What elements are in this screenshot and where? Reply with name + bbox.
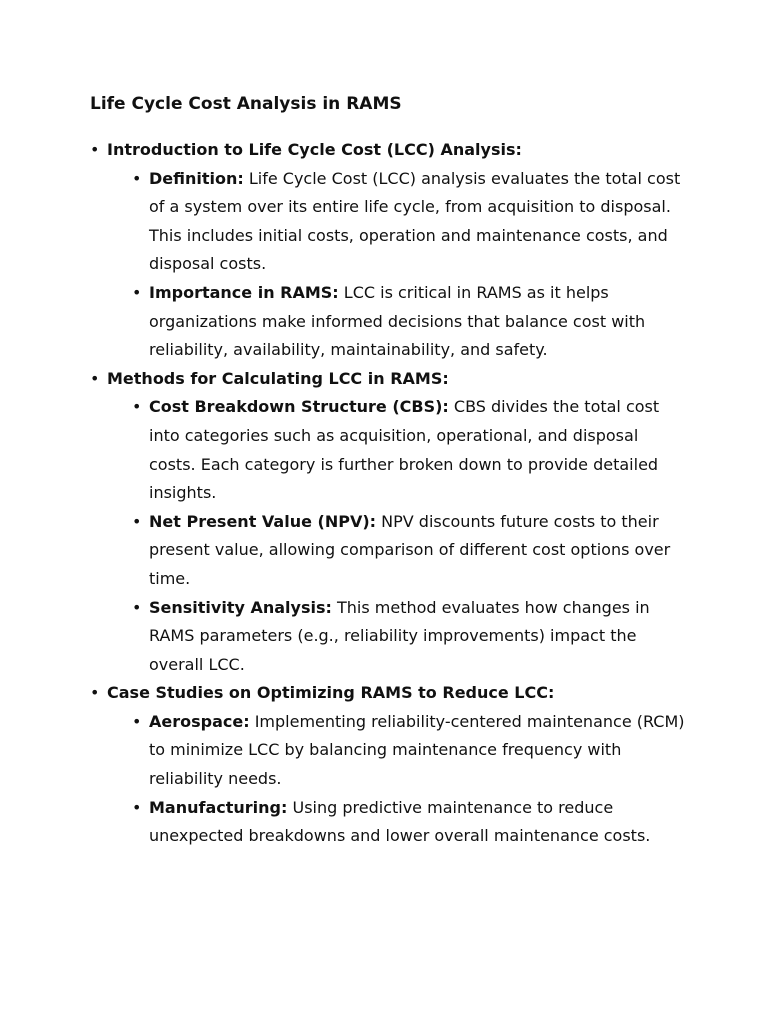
bullet-icon: •: [132, 797, 142, 817]
item-text: Life Cycle Cost (LCC) analysis evaluates the total cost of a system over its entire life cycle, from acquisition to disposal. This includes initial costs, operation and maintenance costs, and disposal costs.: [149, 168, 681, 274]
subitem-list: [107, 393, 688, 679]
item-term: Net Present Value (NPV):: [149, 511, 377, 531]
bullet-icon: •: [132, 511, 142, 531]
list-item: [132, 594, 688, 680]
bullet-icon: •: [132, 597, 142, 617]
list-item: [132, 708, 688, 794]
item-text: This method evaluates how changes in RAMS parameters (e.g., reliability improvements) impact the overall LCC.: [149, 597, 650, 674]
section-item: [90, 365, 688, 680]
bullet-icon: •: [90, 683, 100, 703]
item-term: Aerospace:: [149, 711, 250, 731]
item-term: Definition:: [149, 168, 244, 188]
section-heading: Case Studies on Optimizing RAMS to Reduce LCC:: [107, 683, 555, 703]
bullet-icon: •: [90, 368, 100, 388]
item-text: Using predictive maintenance to reduce unexpected breakdowns and lower overall maintenance costs.: [149, 797, 651, 846]
bullet-icon: •: [132, 397, 142, 417]
bullet-icon: •: [90, 140, 100, 159]
section-list: [90, 136, 688, 851]
section-heading: Methods for Calculating LCC in RAMS:: [107, 368, 449, 388]
item-term: Importance in RAMS:: [149, 282, 339, 302]
bullet-icon: •: [132, 168, 142, 188]
section-item: [90, 679, 688, 851]
item-term: Sensitivity Analysis:: [149, 597, 332, 617]
section-heading: Introduction to Life Cycle Cost (LCC) Analysis:: [107, 140, 522, 159]
item-text: CBS divides the total cost into categories such as acquisition, operational, and disposal costs. Each category is further broken down to provide detailed insights.: [149, 397, 660, 503]
item-text: NPV discounts future costs to their present value, allowing comparison of different cost options over time.: [149, 511, 671, 588]
item-term: Manufacturing:: [149, 797, 288, 817]
document-title: Life Cycle Cost Analysis in RAMS: [90, 94, 402, 114]
bullet-icon: •: [132, 282, 142, 302]
list-item: [132, 165, 688, 279]
list-item: [132, 279, 688, 365]
subitem-list: [107, 165, 688, 365]
list-item: [132, 794, 688, 851]
list-item: [132, 508, 688, 594]
item-term: Cost Breakdown Structure (CBS):: [149, 397, 449, 417]
list-item: [132, 393, 688, 507]
item-text: LCC is critical in RAMS as it helps organizations make informed decisions that balance cost with reliability, availability, maintainability, and safety.: [149, 282, 646, 360]
bullet-icon: •: [132, 711, 142, 731]
item-text: Implementing reliability-centered maintenance (RCM) to minimize LCC by balancing maintenance frequency with reliability needs.: [149, 711, 685, 789]
subitem-list: [107, 708, 688, 851]
section-item: [90, 136, 688, 365]
